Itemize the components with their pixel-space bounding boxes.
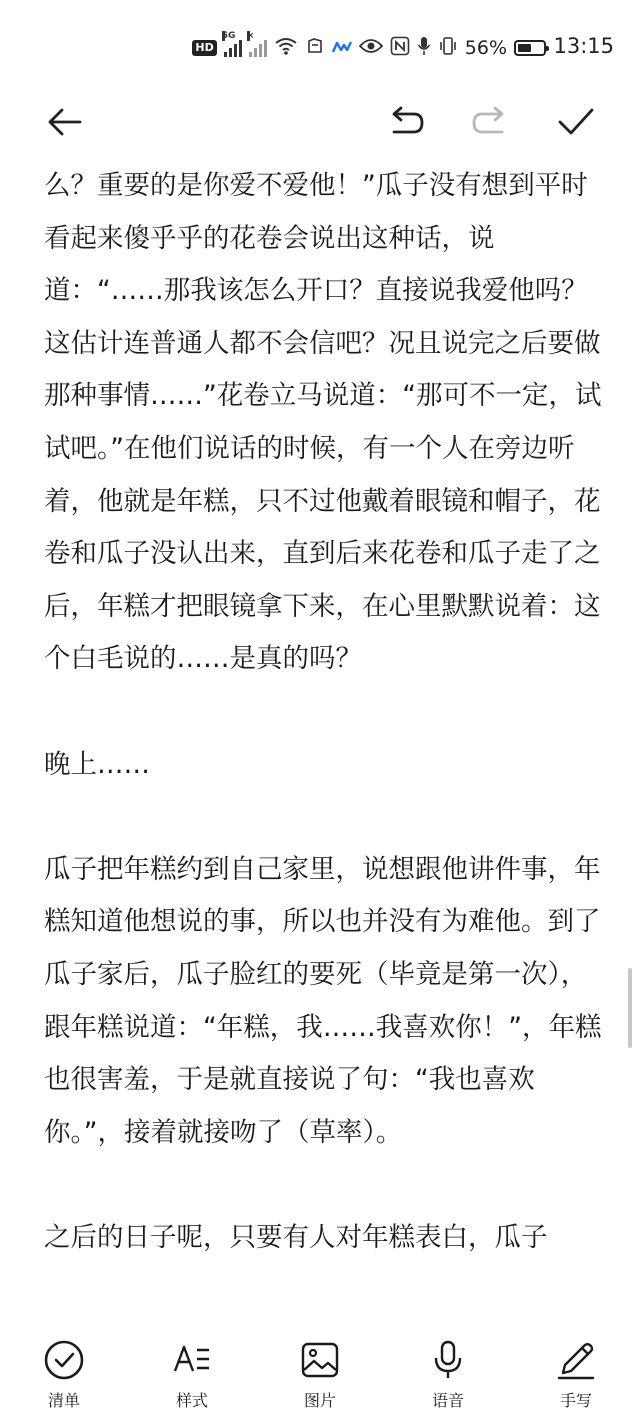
arrow-left-icon — [44, 102, 84, 146]
signal-5g-icon — [221, 31, 242, 57]
handwriting-pen-icon — [554, 1338, 598, 1382]
microphone-icon — [426, 1338, 470, 1382]
note-paragraph[interactable]: 么？重要的是你爱不爱他！”瓜子没有想到平时看起来傻乎乎的花卷会说出这种话，说道：“……那我该怎么开口？直接说我爱他吗？这估计连普通人都不会信吧？况且说完之后要做那种事情……”花卷立马说道：“那可不一定，试试吧。”在他们说话的时候，有一个人在旁边听着，他就是年糕，只不过他戴着眼镜和帽子，花卷和瓜子没认出来，直到后来花卷和瓜子走了之后，年糕才把眼镜拿下来，在心里默默说着：这个白毛说的……是真的吗？ — [44, 170, 602, 675]
note-paragraph[interactable]: 瓜子把年糕约到自己家里，说想跟他讲件事，年糕知道他想说的事，所以也并没有为难他。到了瓜子家后，瓜子脸红的要死（毕竟是第一次），跟年糕说道：“年糕，我……我喜欢你！”，年糕也很害羞，于是就直接说了句：“我也喜欢你。”，接着就接吻了（草率）。 — [44, 853, 602, 1148]
back-button[interactable] — [40, 100, 88, 148]
status-bar — [0, 0, 640, 96]
signal-x-icon — [246, 31, 267, 57]
text-style-label: 样式 — [175, 1391, 208, 1410]
note-body[interactable] — [44, 160, 604, 1332]
paragraph-spacer — [44, 791, 604, 844]
battery-icon — [514, 40, 546, 56]
scrollbar-thumb[interactable] — [628, 968, 632, 1048]
redo-icon — [470, 102, 510, 146]
voice-button[interactable] — [403, 1338, 493, 1411]
redo-button[interactable] — [466, 100, 514, 148]
nfc-icon — [390, 36, 410, 60]
bottom-toolbar — [0, 1332, 640, 1422]
image-label: 图片 — [303, 1391, 336, 1410]
status-icons — [192, 31, 546, 62]
undo-icon — [386, 102, 426, 146]
checklist-icon — [42, 1338, 86, 1382]
text-style-icon — [170, 1338, 214, 1382]
cloud-app-icon — [332, 39, 352, 58]
handwriting-label: 手写 — [559, 1391, 592, 1410]
voice-label: 语音 — [431, 1391, 464, 1410]
done-button[interactable] — [552, 100, 600, 148]
signal-5g-tag: 5G — [221, 31, 236, 41]
text-style-button[interactable] — [147, 1338, 237, 1411]
app-notification-icon — [305, 36, 325, 60]
undo-button[interactable] — [382, 100, 430, 148]
eye-icon — [359, 38, 383, 58]
checkmark-icon — [556, 102, 596, 146]
mic-icon — [417, 36, 431, 60]
handwriting-button[interactable] — [531, 1338, 621, 1411]
battery-fill — [518, 44, 531, 52]
checklist-label: 清单 — [47, 1391, 80, 1410]
wifi-icon — [274, 36, 298, 60]
image-button[interactable] — [275, 1338, 365, 1411]
battery-percent: 56% — [464, 37, 507, 59]
clock: 13:15 — [553, 34, 614, 58]
paragraph-spacer — [44, 1159, 604, 1212]
hd-icon: HD — [192, 40, 216, 56]
note-paragraph[interactable]: 之后的日子呢，只要有人对年糕表白，瓜子 — [44, 1221, 548, 1253]
vibrate-icon — [438, 36, 458, 60]
checklist-button[interactable] — [19, 1338, 109, 1411]
note-paragraph[interactable]: 晚上…… — [44, 748, 150, 780]
signal-x-tag: × — [246, 31, 255, 41]
editor-toolbar — [0, 96, 640, 152]
paragraph-spacer — [44, 686, 604, 739]
image-icon — [298, 1338, 342, 1382]
